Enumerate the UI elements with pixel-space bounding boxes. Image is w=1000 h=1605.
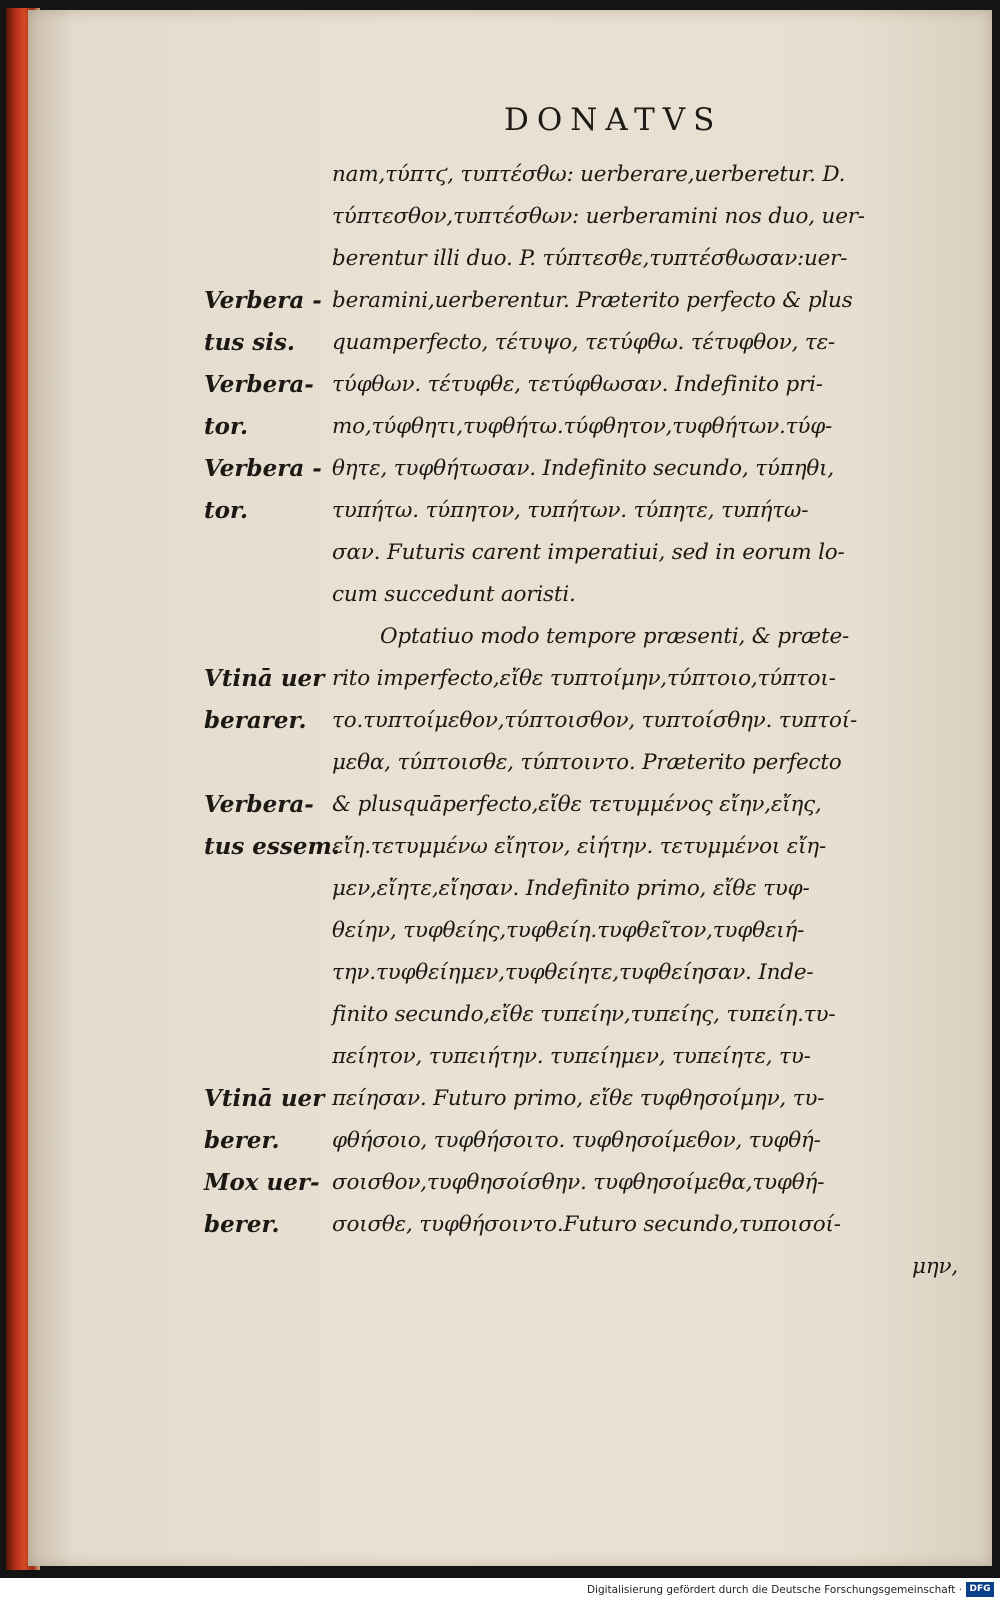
- margin-note: tus essem.: [204, 833, 340, 860]
- text-line: & plusquāperfecto,εἴθε τετυμμένος εἴην,εἴης,: [332, 792, 822, 817]
- text-line: quamperfecto, τέτυψο, τετύφθω. τέτυφθον, τε-: [332, 330, 835, 355]
- text-line: cum succedunt aoristi.: [332, 582, 576, 607]
- text-line: πείησαν. Futuro primo, εἴθε τυφθησοίμην, τυ-: [332, 1086, 825, 1111]
- running-head: DONATVS: [504, 102, 723, 138]
- margin-note: tor.: [204, 413, 248, 440]
- text-line: τυπήτω. τύπητον, τυπήτων. τύπητε, τυπήτω-: [332, 498, 809, 523]
- text-line: τύφθων. τέτυφθε, τετύφθωσαν. Indefinito pri-: [332, 372, 823, 397]
- text-line: berentur illi duo. P. τύπτεσθε,τυπτέσθωσαν:uer-: [332, 246, 848, 271]
- text-line: Optatiuo modo tempore præsenti, & præte-: [380, 624, 850, 649]
- text-line: σοισθον,τυφθησοίσθην. τυφθησοίμεθα,τυφθή-: [332, 1170, 825, 1195]
- margin-note: Verbera-: [204, 371, 314, 398]
- funding-credit: Digitalisierung gefördert durch die Deutsche Forschungsgemeinschaft ·: [586, 1584, 962, 1596]
- margin-note: tor.: [204, 497, 248, 524]
- margin-note: berer.: [204, 1127, 280, 1154]
- margin-note: berer.: [204, 1211, 280, 1238]
- margin-note: Vtinā uer: [204, 665, 325, 692]
- text-line: την.τυφθείημεν,τυφθείητε,τυφθείησαν. Inde-: [332, 960, 814, 985]
- text-line: θητε, τυφθήτωσαν. Indefinito secundo, τύπηθι,: [332, 456, 834, 481]
- footer-bar: [0, 1578, 1000, 1605]
- margin-note: Verbera-: [204, 791, 314, 818]
- text-line: το.τυπτοίμεθον,τύπτοισθον, τυπτοίσθην. τυπτοί-: [332, 708, 858, 733]
- text-line: σοισθε, τυφθήσοιντο.Futuro secundo,τυποισοί-: [332, 1212, 841, 1237]
- text-line: θείην, τυφθείης,τυφθείη.τυφθεῖτον,τυφθειή-: [332, 918, 805, 943]
- text-line: finito secundo,εἴθε τυπείην,τυπείης, τυπείη.τυ-: [332, 1002, 836, 1027]
- text-line: φθήσοιο, τυφθήσοιτο. τυφθησοίμεθον, τυφθή-: [332, 1128, 821, 1153]
- text-line: τύπτεσθον,τυπτέσθων: uerberamini nos duo, uer-: [332, 204, 865, 229]
- text-line: rito imperfecto,εἴθε τυπτοίμην,τύπτοιο,τύπτοι-: [332, 666, 836, 691]
- book-page: [28, 10, 992, 1566]
- text-line: εἴη.τετυμμένω εἴητον, εἰήτην. τετυμμένοι εἴη-: [332, 834, 827, 859]
- margin-note: Verbera -: [204, 455, 322, 482]
- text-line: nam,τύπτϛ, τυπτέσθω: uerberare,uerberetur. D.: [332, 162, 846, 187]
- text-line: beramini,uerberentur. Præterito perfecto & plus: [332, 288, 853, 313]
- margin-note: Vtinā uer: [204, 1085, 325, 1112]
- margin-note: Verbera -: [204, 287, 322, 314]
- text-line: mo,τύφθητι,τυφθήτω.τύφθητον,τυφθήτων.τύφ-: [332, 414, 833, 439]
- margin-note: berarer.: [204, 707, 307, 734]
- text-line: πείητον, τυπειήτην. τυπείημεν, τυπείητε, τυ-: [332, 1044, 811, 1069]
- text-line: σαν. Futuris carent imperatiui, sed in eorum lo-: [332, 540, 845, 565]
- margin-note: tus sis.: [204, 329, 295, 356]
- text-line: μεθα, τύπτοισθε, τύπτοιντο. Præterito perfecto: [332, 750, 842, 775]
- margin-note: Mox uer-: [204, 1169, 320, 1196]
- dfg-logo: DFG: [966, 1582, 994, 1597]
- catchword: μην,: [912, 1254, 958, 1279]
- text-line: μεν,εἴητε,εἴησαν. Indefinito primo, εἴθε τυφ-: [332, 876, 810, 901]
